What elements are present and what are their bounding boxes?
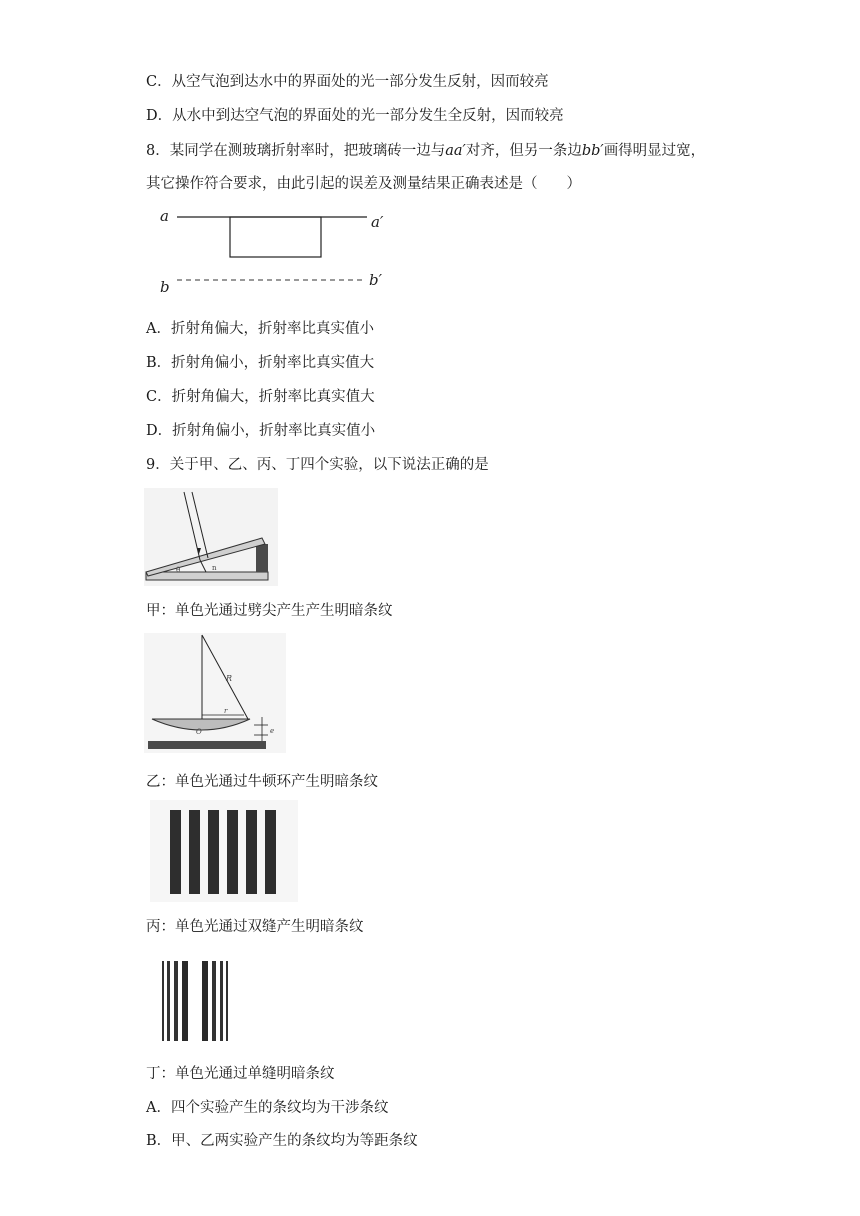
dark-fringe — [226, 961, 228, 1041]
wedge-interference-figure — [144, 488, 278, 586]
dark-fringe — [220, 961, 223, 1041]
q8-glass-brick-figure — [155, 205, 395, 297]
r-label: r — [224, 707, 228, 715]
q8-stem-part3: 画得明显过宽， — [603, 143, 706, 159]
fig-ding-caption: 丁：单色光通过单缝明暗条纹 — [146, 1066, 335, 1082]
dark-fringe — [167, 961, 170, 1041]
dark-fringe — [246, 810, 257, 894]
glass-brick — [230, 217, 321, 257]
dark-fringe — [162, 961, 164, 1041]
q8-stem-line2: 其它操作符合要求，由此引起的误差及测量结果正确表述是（ ） — [146, 176, 581, 192]
O-label: O — [196, 728, 202, 736]
dark-fringe — [212, 961, 216, 1041]
q8-stem-part2: 对齐，但另一条边 — [465, 143, 582, 159]
dark-fringe — [182, 961, 188, 1041]
label-a-prime: a′ — [371, 213, 384, 231]
double-slit-fringes — [150, 800, 298, 902]
spacer-block — [256, 544, 268, 572]
dark-fringe — [170, 810, 181, 894]
q8-stem-bb: bb′ — [581, 143, 604, 159]
base-plate — [146, 572, 268, 580]
label-a: a — [160, 207, 169, 225]
fig-yi-caption: 乙：单色光通过牛顿环产生明暗条纹 — [146, 774, 378, 790]
q8-option-c: C．折射角偏大，折射率比真实值大 — [146, 389, 375, 405]
q9-option-b: B．甲、乙两实验产生的条纹均为等距条纹 — [146, 1133, 418, 1149]
R-label: R — [226, 674, 233, 683]
n-label: n — [212, 564, 217, 572]
newton-rings-figure — [144, 633, 286, 753]
dark-fringe — [208, 810, 219, 894]
dark-fringe — [189, 810, 200, 894]
dark-fringe — [227, 810, 238, 894]
q9-option-a: A．四个实验产生的条纹均为干涉条纹 — [146, 1100, 389, 1116]
dark-fringe — [265, 810, 276, 894]
q7-option-c: C．从空气泡到达水中的界面处的光一部分发生反射，因而较亮 — [146, 74, 549, 90]
q8-stem-part1: 8．某同学在测玻璃折射率时，把玻璃砖一边与 — [146, 143, 446, 159]
label-b-prime: b′ — [369, 271, 383, 289]
q8-option-d: D．折射角偏小，折射率比真实值小 — [146, 423, 376, 439]
label-b: b — [160, 278, 170, 296]
q8-stem-aa: aa′ — [445, 143, 466, 159]
flat-plate — [148, 741, 266, 749]
fig-bing-caption: 丙：单色光通过双缝产生明暗条纹 — [146, 919, 364, 935]
dark-fringe — [202, 961, 208, 1041]
q8-option-a: A．折射角偏大，折射率比真实值小 — [146, 321, 374, 337]
e-label: e — [270, 727, 275, 735]
fig-jia-caption: 甲：单色光通过劈尖产生产生明暗条纹 — [146, 603, 393, 619]
single-slit-fringes — [155, 955, 235, 1047]
q9-stem: 9．关于甲、乙、丙、丁四个实验，以下说法正确的是 — [146, 457, 489, 473]
theta-label: θ — [176, 566, 181, 574]
q8-option-b: B．折射角偏小，折射率比真实值大 — [146, 355, 375, 371]
dark-fringe — [174, 961, 178, 1041]
q8-stem-line1 — [146, 141, 705, 161]
q7-option-d: D．从水中到达空气泡的界面处的光一部分发生全反射，因而较亮 — [146, 108, 564, 124]
